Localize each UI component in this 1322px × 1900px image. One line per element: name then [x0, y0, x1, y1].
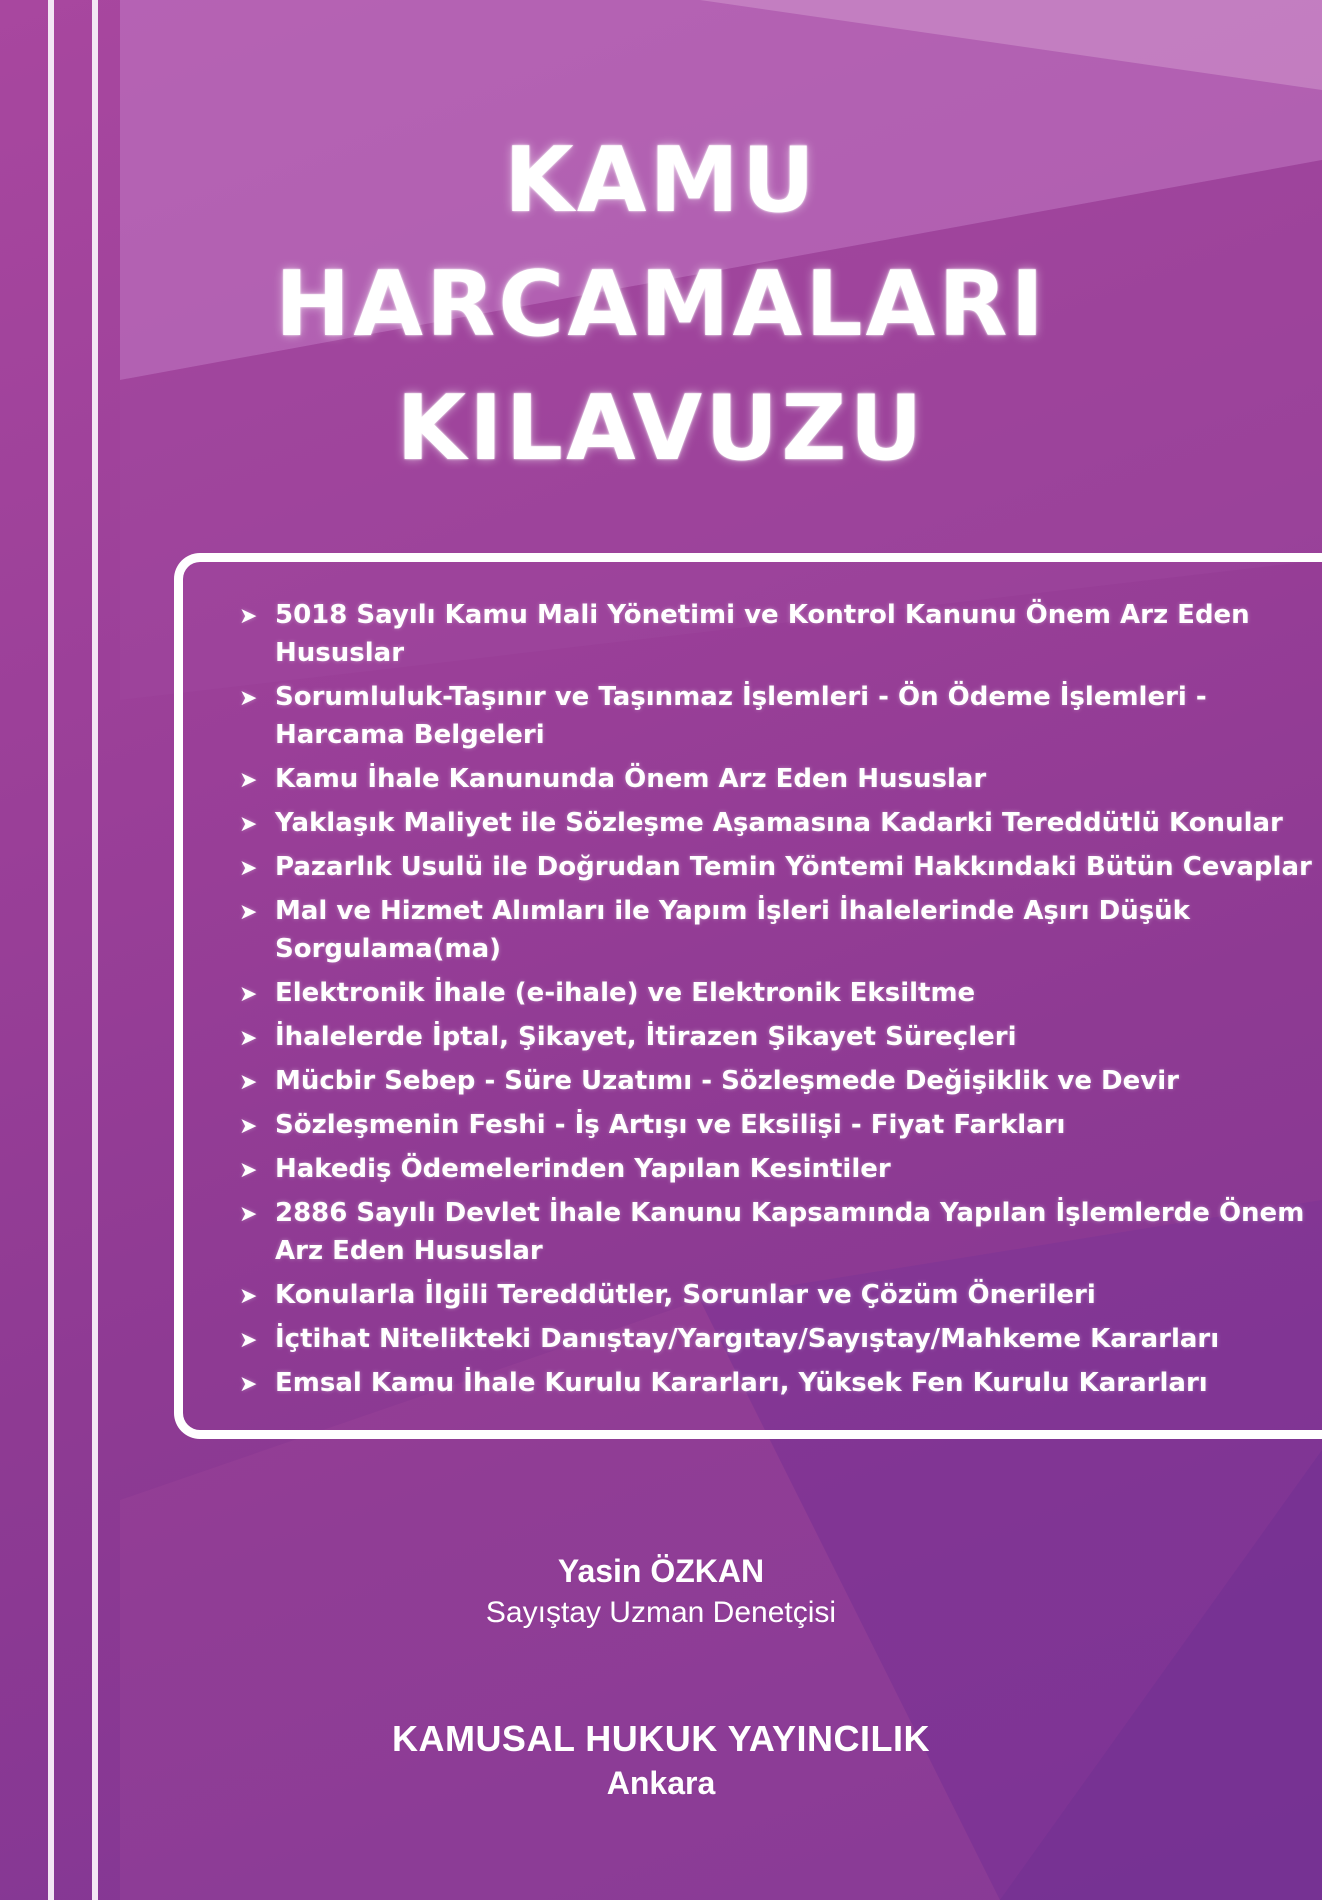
topic-text: Konularla İlgili Tereddütler, Sorunlar ve Çözüm Önerileri	[275, 1280, 1096, 1310]
topic-text: Pazarlık Usulü ile Doğrudan Temin Yöntemi Hakkındaki Bütün Cevaplar	[275, 852, 1312, 882]
arrowhead-bullet-icon: ➤	[239, 812, 258, 837]
topic-text: Mal ve Hizmet Alımları ile Yapım İşleri İhalelerinde Aşırı Düşük Sorgulama(ma)	[275, 896, 1190, 964]
arrowhead-bullet-icon: ➤	[239, 1284, 258, 1309]
arrowhead-bullet-icon: ➤	[239, 1158, 258, 1183]
list-item	[183, 1364, 1322, 1402]
list-item	[183, 1018, 1322, 1056]
arrowhead-bullet-icon: ➤	[239, 1372, 258, 1397]
topic-text: 2886 Sayılı Devlet İhale Kanunu Kapsamında Yapılan İşlemlerde Önem Arz Eden Hususlar	[275, 1198, 1305, 1266]
list-item	[183, 1062, 1322, 1100]
arrowhead-bullet-icon: ➤	[239, 768, 258, 793]
arrowhead-bullet-icon: ➤	[239, 1202, 258, 1227]
topic-text: Hakediş Ödemelerinden Yapılan Kesintiler	[275, 1154, 891, 1184]
topic-text: 5018 Sayılı Kamu Mali Yönetimi ve Kontrol Kanunu Önem Arz Eden Hususlar	[275, 600, 1250, 668]
list-item	[183, 1150, 1322, 1188]
arrowhead-bullet-icon: ➤	[239, 856, 258, 881]
cover-title-line-3: KILAVUZU	[396, 376, 926, 481]
topic-text: Emsal Kamu İhale Kurulu Kararları, Yüksek Fen Kurulu Kararları	[275, 1368, 1208, 1398]
author-name: Yasin ÖZKAN	[557, 1553, 765, 1589]
list-item	[183, 1106, 1322, 1144]
list-item	[183, 1276, 1322, 1314]
topic-text: Elektronik İhale (e-ihale) ve Elektronik Eksiltme	[275, 978, 976, 1008]
author-title: Sayıştay Uzman Denetçisi	[485, 1596, 837, 1629]
cover-title-line-1: KAMU	[503, 128, 819, 233]
topic-text: Sorumluluk-Taşınır ve Taşınmaz İşlemleri - Ön Ödeme İşlemleri - Harcama Belgeleri	[275, 682, 1207, 750]
arrowhead-bullet-icon: ➤	[239, 900, 258, 925]
list-item	[183, 1194, 1322, 1270]
topics-frame	[174, 553, 1322, 1439]
list-item	[183, 974, 1322, 1012]
list-item	[183, 848, 1322, 886]
topic-list	[183, 562, 1322, 1402]
topic-text: İçtihat Nitelikteki Danıştay/Yargıtay/Sayıştay/Mahkeme Kararları	[275, 1324, 1220, 1354]
list-item	[183, 596, 1322, 672]
arrowhead-bullet-icon: ➤	[239, 1026, 258, 1051]
arrowhead-bullet-icon: ➤	[239, 982, 258, 1007]
list-item	[183, 760, 1322, 798]
publisher-city: Ankara	[606, 1765, 716, 1801]
topic-text: Mücbir Sebep - Süre Uzatımı - Sözleşmede Değişiklik ve Devir	[275, 1066, 1179, 1096]
arrowhead-bullet-icon: ➤	[239, 604, 258, 629]
arrowhead-bullet-icon: ➤	[239, 686, 258, 711]
arrowhead-bullet-icon: ➤	[239, 1114, 258, 1139]
topic-text: Sözleşmenin Feshi - İş Artışı ve Eksilişi - Fiyat Farkları	[275, 1110, 1066, 1140]
cover-title-line-2: HARCAMALARI	[275, 252, 1047, 357]
arrowhead-bullet-icon: ➤	[239, 1070, 258, 1095]
topic-text: Yaklaşık Maliyet ile Sözleşme Aşamasına Kadarki Tereddütlü Konular	[275, 808, 1283, 838]
arrowhead-bullet-icon: ➤	[239, 1328, 258, 1353]
list-item	[183, 804, 1322, 842]
topic-text: İhalelerde İptal, Şikayet, İtirazen Şikayet Süreçleri	[275, 1022, 1017, 1052]
list-item	[183, 1320, 1322, 1358]
publisher-name: KAMUSAL HUKUK YAYINCILIK	[391, 1718, 931, 1759]
list-item	[183, 678, 1322, 754]
list-item	[183, 892, 1322, 968]
topic-text: Kamu İhale Kanununda Önem Arz Eden Hususlar	[275, 764, 987, 794]
